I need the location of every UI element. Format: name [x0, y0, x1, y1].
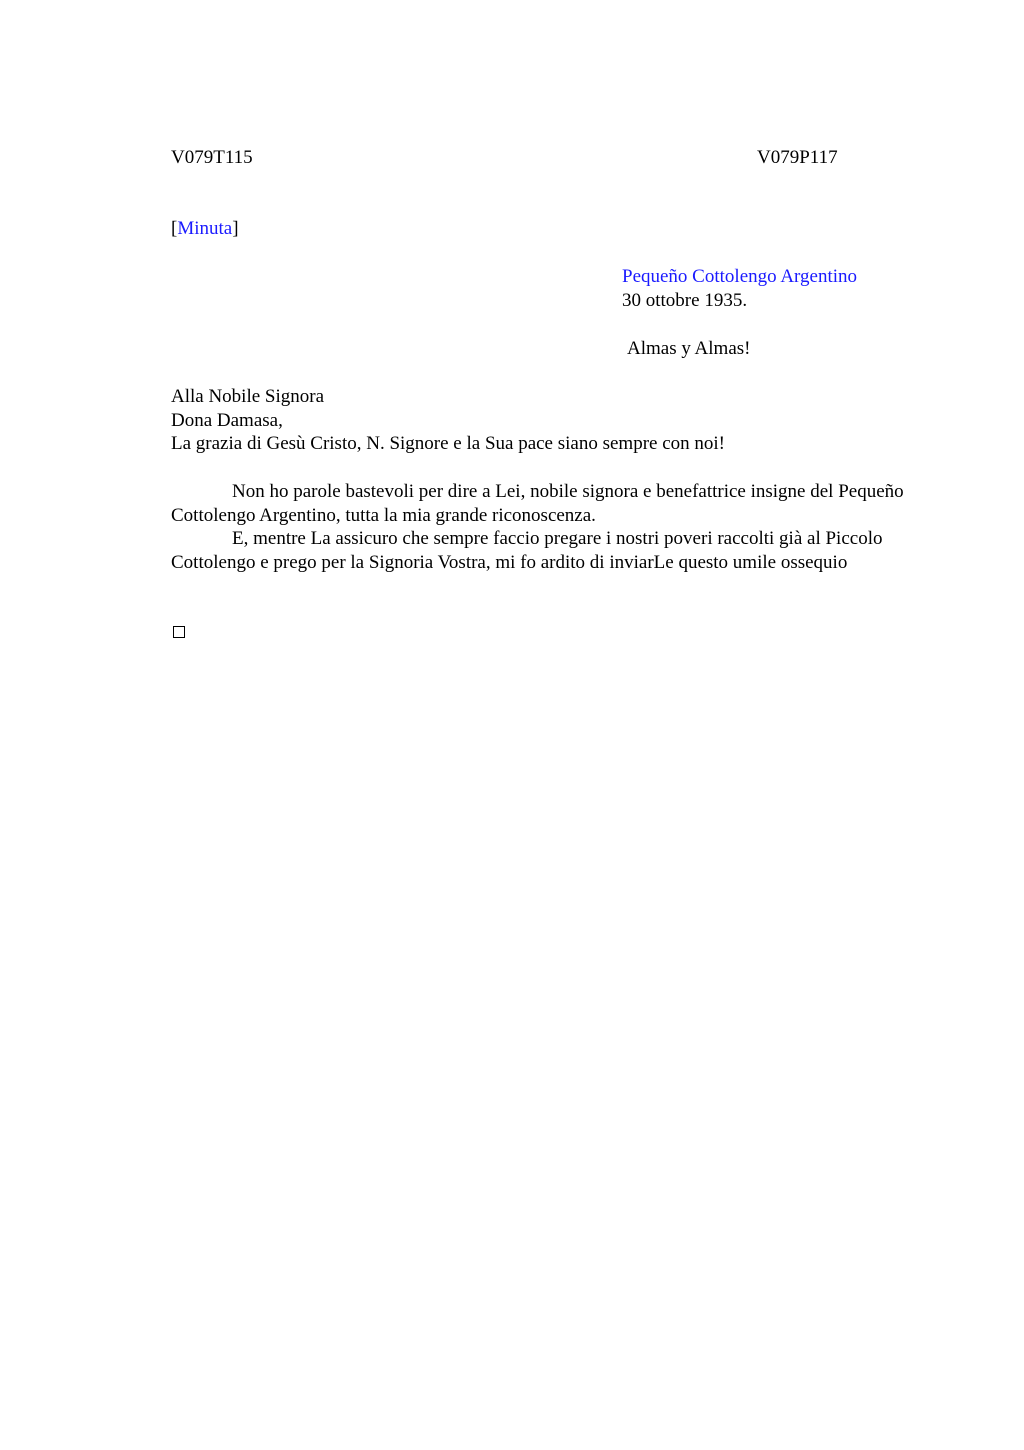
minuta-open-bracket: [ — [171, 218, 178, 239]
letter-body — [171, 480, 906, 574]
letter-date: 30 ottobre 1935. — [622, 290, 748, 311]
document-code-left: V079T115 — [171, 147, 253, 168]
document-code-right: V079P117 — [757, 147, 838, 168]
salutation-line-2: Dona Damasa, — [171, 409, 283, 431]
minuta-label — [171, 218, 239, 240]
letter-motto: Almas y Almas! — [627, 338, 751, 359]
salutation-block — [171, 385, 725, 456]
minuta-close-bracket: ] — [232, 218, 239, 239]
salutation-line-3: La grazia di Gesù Cristo, N. Signore e la Sua pace siano sempre con noi! — [171, 433, 726, 454]
salutation-line-1: Alla Nobile Signora — [171, 386, 325, 407]
body-paragraph-1: Non ho parole bastevoli per dire a Lei, nobile signora e benefattrice insigne del Pequeño Cottolengo Argentino, tutta la mia grande riconoscenza. — [171, 481, 904, 526]
checkbox-square-icon — [173, 626, 185, 638]
body-paragraph-2: E, mentre La assicuro che sempre faccio pregare i nostri poveri raccolti già al Piccolo Cottolengo e prego per la Signoria Vostra, mi fo ardito di inviarLe questo umile ossequio — [171, 528, 883, 573]
minuta-link[interactable]: Minuta — [177, 218, 233, 239]
letterhead-organization[interactable]: Pequeño Cottolengo Argentino — [622, 266, 858, 287]
